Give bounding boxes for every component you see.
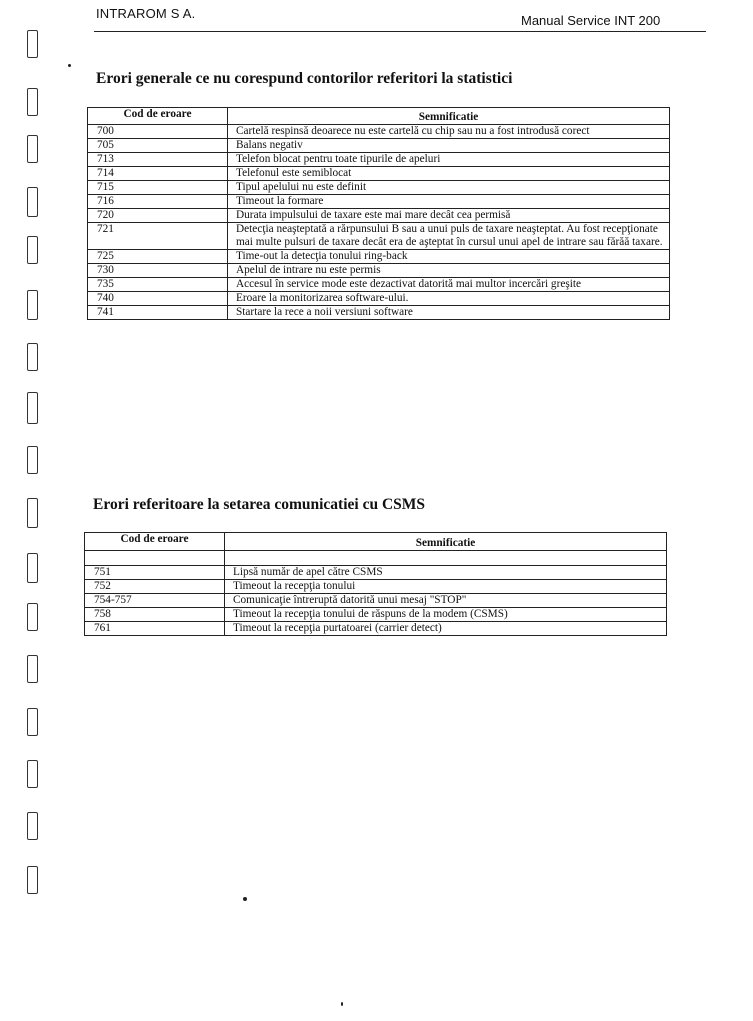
table-row: [85, 608, 667, 622]
section-title-csms-errors: Erori referitoare la setarea comunicatiei cu CSMS: [93, 496, 426, 513]
error-meaning-cell: Tipul apelului nu este definit: [228, 181, 670, 195]
table-row: [88, 278, 670, 292]
column-header-code: Cod de eroare: [88, 108, 228, 125]
scan-speck: [243, 897, 247, 901]
error-meaning-cell: Apelul de intrare nu este permis: [228, 264, 670, 278]
error-meaning-cell: Eroare la monitorizarea software-ului.: [228, 292, 670, 306]
error-code-cell: 740: [88, 292, 228, 306]
header-divider: [94, 31, 706, 32]
company-name: INTRAROM S A.: [96, 6, 196, 21]
error-meaning-cell: Timeout la recepţia tonului: [225, 580, 667, 594]
error-code-cell: 713: [88, 153, 228, 167]
error-code-cell: 758: [85, 608, 225, 622]
error-meaning-cell: Durata impulsului de taxare este mai mare decât cea permisă: [228, 209, 670, 223]
table-row: [88, 292, 670, 306]
manual-title: Manual Service INT 200: [521, 13, 661, 28]
error-meaning-cell: Time-out la detecţia tonului ring-back: [228, 250, 670, 264]
table-row: [88, 250, 670, 264]
table-row: [88, 125, 670, 139]
error-code-cell: 741: [88, 306, 228, 320]
scan-speck: [68, 64, 71, 67]
error-meaning-cell: Timeout la formare: [228, 195, 670, 209]
table-row: [88, 195, 670, 209]
error-code-cell: 716: [88, 195, 228, 209]
error-code-cell: 761: [85, 622, 225, 636]
table-row: [85, 566, 667, 580]
error-code-cell: 705: [88, 139, 228, 153]
error-meaning-cell: Timeout la recepţia purtatoarei (carrier detect): [225, 622, 667, 636]
table-row: [88, 181, 670, 195]
table-row: [85, 622, 667, 636]
error-meaning-cell: Cartelă respinsă deoarece nu este cartelă cu chip sau nu a fost introdusă corect: [228, 125, 670, 139]
table-row: [85, 594, 667, 608]
table-row: [85, 580, 667, 594]
table-header-row: [85, 533, 667, 551]
error-meaning-cell: Balans negativ: [228, 139, 670, 153]
table-row: [88, 223, 670, 250]
error-meaning-cell: Accesul în service mode este dezactivat datorită mai multor incercări greşite: [228, 278, 670, 292]
error-meaning-cell: Telefonul este semiblocat: [228, 167, 670, 181]
csms-errors-table: [84, 532, 667, 636]
error-meaning-cell: Comunicaţie întreruptă datorită unui mesaj "STOP": [225, 594, 667, 608]
error-code-cell: 725: [88, 250, 228, 264]
table-row: [88, 306, 670, 320]
table-row: [88, 167, 670, 181]
error-code-cell: 751: [85, 566, 225, 580]
error-meaning-cell: Telefon blocat pentru toate tipurile de apeluri: [228, 153, 670, 167]
binder-punch-holes: [0, 0, 46, 1021]
table-row: [88, 209, 670, 223]
error-meaning-cell: Startare la rece a noii versiuni software: [228, 306, 670, 320]
error-code-cell: 754-757: [85, 594, 225, 608]
table-row: [88, 139, 670, 153]
general-errors-table: [87, 107, 670, 320]
section-title-general-errors: Erori generale ce nu corespund contorilor referitori la statistici: [96, 70, 513, 87]
error-code-cell: 700: [88, 125, 228, 139]
general-errors-body: [88, 125, 670, 320]
table-header-row: [88, 108, 670, 125]
error-code-cell: 730: [88, 264, 228, 278]
table-spacer-row: [85, 551, 667, 566]
error-code-cell: 752: [85, 580, 225, 594]
error-code-cell: 714: [88, 167, 228, 181]
error-code-cell: 735: [88, 278, 228, 292]
error-code-cell: 720: [88, 209, 228, 223]
column-header-meaning: Semnificatie: [225, 533, 667, 551]
csms-errors-body: [85, 566, 667, 636]
scan-speck: [341, 1002, 343, 1006]
error-code-cell: 721: [88, 223, 228, 250]
column-header-code: Cod de eroare: [85, 533, 225, 551]
table-row: [88, 153, 670, 167]
error-meaning-cell: Lipsă număr de apel către CSMS: [225, 566, 667, 580]
error-meaning-cell: Timeout la recepţia tonului de răspuns de la modem (CSMS): [225, 608, 667, 622]
error-meaning-cell: Detecţia neaşteptată a rărpunsului B sau a unui puls de taxare neaşteptat. Au fost recepţionate mai multe pulsuri de taxare decât era de aşteptat în cursul unui apel de intrare sau fărăă taxare.: [228, 223, 670, 250]
column-header-meaning: Semnificatie: [228, 108, 670, 125]
error-code-cell: 715: [88, 181, 228, 195]
table-row: [88, 264, 670, 278]
